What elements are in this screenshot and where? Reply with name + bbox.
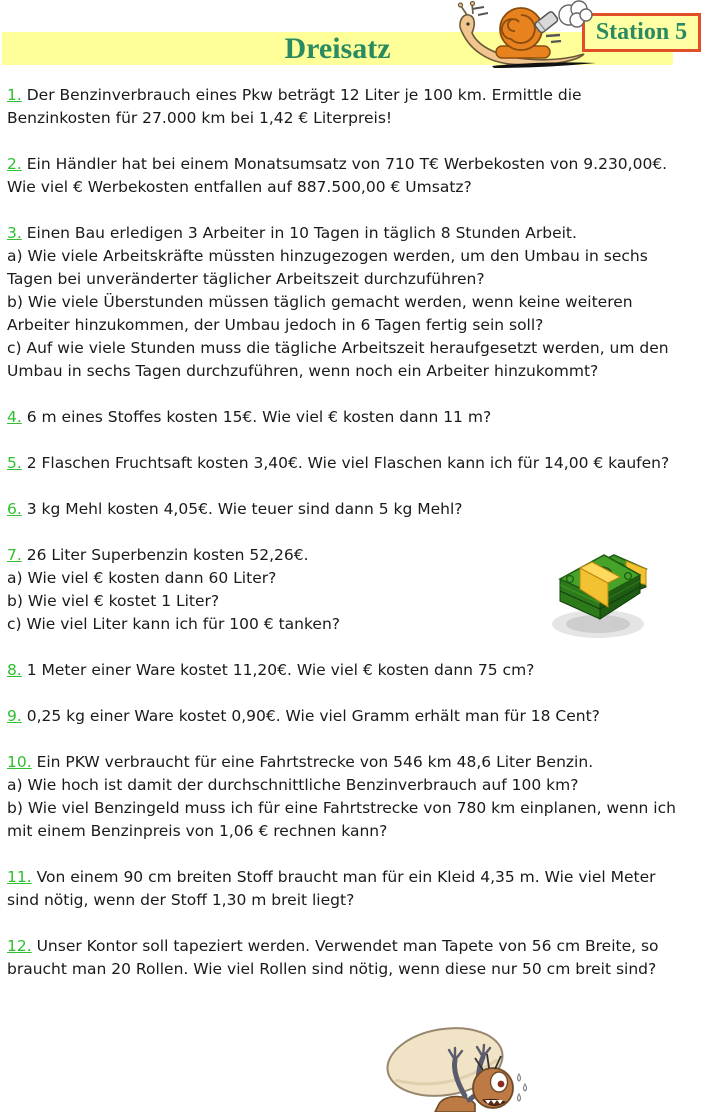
problem-text: 2 Flaschen Fruchtsaft kosten 3,40€. Wie viel Flaschen kann ich für 14,00 € kaufen? — [21, 454, 670, 472]
problem-part: b) Wie viele Überstunden müssen täglich gemacht werden, wenn keine weiteren Arbeiter hinzukommen, der Umbau jedoch in 6 Tagen fertig sein soll? — [7, 293, 633, 334]
problem-text: Ein PKW verbraucht für eine Fahrtstrecke von 546 km 48,6 Liter Benzin. — [31, 753, 594, 771]
problem — [7, 452, 680, 475]
problem — [7, 84, 680, 130]
problem-statement — [7, 452, 680, 475]
problem-statement — [7, 935, 680, 981]
problem-statement — [7, 222, 680, 245]
problem-text: Von einem 90 cm breiten Stoff braucht man für ein Kleid 4,35 m. Wie viel Meter sind nötig, wenn der Stoff 1,30 m breit liegt? — [7, 868, 656, 909]
problem-text: 3 kg Mehl kosten 4,05€. Wie teuer sind dann 5 kg Mehl? — [21, 500, 463, 518]
problem-text: Einen Bau erledigen 3 Arbeiter in 10 Tagen in täglich 8 Stunden Arbeit. — [21, 224, 577, 242]
problem-statement — [7, 705, 680, 728]
problem-number: 12. — [7, 937, 32, 955]
problem-statement — [7, 406, 680, 429]
rocket-snail-icon — [448, 0, 600, 70]
money-stacks-icon — [542, 527, 668, 653]
problem-number: 4. — [7, 408, 22, 426]
problem — [7, 705, 680, 728]
problem-text: 6 m eines Stoffes kosten 15€. Wie viel € kosten dann 11 m? — [21, 408, 492, 426]
problem-statement — [7, 751, 680, 774]
problem-number: 2. — [7, 155, 22, 173]
problem-text: 0,25 kg einer Ware kostet 0,90€. Wie viel Gramm erhält man für 18 Cent? — [21, 707, 600, 725]
problem — [7, 498, 680, 521]
problem-number: 5. — [7, 454, 22, 472]
problem-number: 7. — [7, 546, 22, 564]
problem — [7, 222, 680, 383]
problem-number: 8. — [7, 661, 22, 679]
ant-carrying-sack-icon — [383, 1024, 535, 1112]
problem-part: c) Auf wie viele Stunden muss die tägliche Arbeitszeit heraufgesetzt werden, um den Umbau in sechs Tagen durchzuführen, wenn noch ein Arbeiter hinzukommt? — [7, 339, 669, 380]
problem — [7, 406, 680, 429]
problem-statement — [7, 866, 680, 912]
problem-part: a) Wie viel € kosten dann 60 Liter? — [7, 569, 277, 587]
problem-number: 11. — [7, 868, 32, 886]
problem-statement — [7, 659, 680, 682]
problem-number: 3. — [7, 224, 22, 242]
problem-statement — [7, 84, 680, 130]
problem — [7, 935, 680, 981]
problem-part: c) Wie viel Liter kann ich für 100 € tanken? — [7, 615, 341, 633]
problem-text: Ein Händler hat bei einem Monatsumsatz von 710 T€ Werbekosten von 9.230,00€. Wie viel € Werbekosten entfallen auf 887.500,00 € Umsatz? — [7, 155, 668, 196]
problem-part: a) Wie viele Arbeitskräfte müssten hinzugezogen werden, um den Umbau in sechs Tagen bei unveränderter täglicher Arbeitszeit durchzuführen? — [7, 247, 648, 288]
problem — [7, 751, 680, 843]
problem-text: Der Benzinverbrauch eines Pkw beträgt 12 Liter je 100 km. Ermittle die Benzinkosten für 27.000 km bei 1,42 € Literpreis! — [7, 86, 582, 127]
problem-statement — [7, 498, 680, 521]
problem — [7, 866, 680, 912]
problem-part: b) Wie viel Benzingeld muss ich für eine Fahrtstrecke von 780 km einplanen, wenn ich mit einem Benzinpreis von 1,06 € rechnen kann? — [7, 799, 676, 840]
problem-text: 26 Liter Superbenzin kosten 52,26€. — [21, 546, 309, 564]
problem-number: 6. — [7, 500, 22, 518]
problem-part: a) Wie hoch ist damit der durchschnittliche Benzinverbrauch auf 100 km? — [7, 776, 579, 794]
station-badge-label: Station 5 — [595, 19, 688, 45]
problem-part: b) Wie viel € kostet 1 Liter? — [7, 592, 220, 610]
problem-text: Unser Kontor soll tapeziert werden. Verwendet man Tapete von 56 cm Breite, so braucht man 20 Rollen. Wie viel Rollen sind nötig, wenn diese nur 50 cm breit sind? — [7, 937, 659, 978]
problem-parts — [7, 245, 680, 383]
problem-number: 1. — [7, 86, 22, 104]
problem-number: 9. — [7, 707, 22, 725]
problem — [7, 659, 680, 682]
problem-statement — [7, 153, 680, 199]
problem-text: 1 Meter einer Ware kostet 11,20€. Wie viel € kosten dann 75 cm? — [21, 661, 535, 679]
page-title: Dreisatz — [284, 32, 391, 65]
problem — [7, 153, 680, 199]
problem-parts — [7, 774, 680, 843]
problem-number: 10. — [7, 753, 32, 771]
